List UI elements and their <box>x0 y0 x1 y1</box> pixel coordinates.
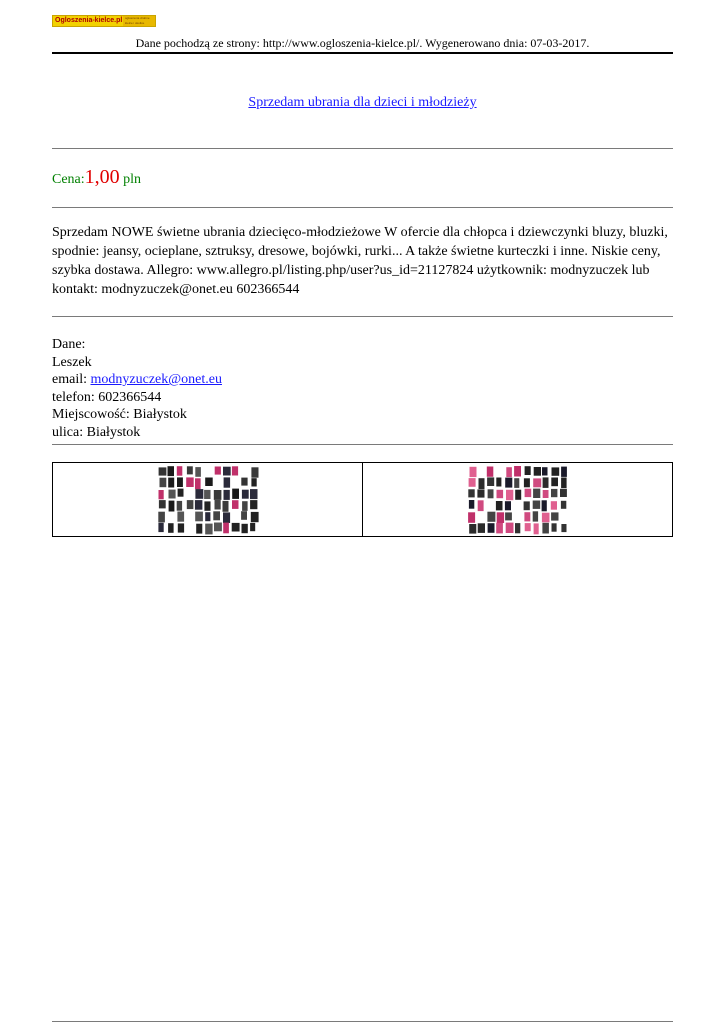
contact-details <box>52 336 222 441</box>
site-logo <box>52 15 156 27</box>
logo-text: Ogloszenia-kielce.pl <box>55 17 123 24</box>
phone-value: 602366544 <box>98 389 162 405</box>
listing-title-link[interactable]: Sprzedam ubrania dla dzieci i młodzieży <box>248 95 477 110</box>
divider <box>52 316 673 317</box>
divider <box>52 148 673 149</box>
price <box>52 166 141 189</box>
listing-description: Sprzedam NOWE świetne ubrania dziecięco-młodzieżowe W ofercie dla chłopca i dziewczynki bluzy, bluzki, spodnie: jeansy, ocieplane, sztruksy, dresowe, bojówki, rurki... A także świetne kurteczki i inne. Niskie ceny, szybka dostawa. Allegro: www.allegro.pl/listing.php/user?us_id=21127824 użytkownik: modnyzuczek lub kontakt: modnyzuczek@onet.eu 602366544 <box>52 225 668 297</box>
divider <box>52 444 673 445</box>
contact-email-row <box>52 371 222 389</box>
image-gallery <box>52 462 673 537</box>
price-label: Cena: <box>52 172 85 187</box>
email-link[interactable]: modnyzuczek@onet.eu <box>90 372 222 387</box>
source-line: Dane pochodzą ze strony: http://www.ogloszenia-kielce.pl/. Wygenerowano dnia: 07-03-2017. <box>135 36 590 50</box>
email-label: email: <box>52 372 87 387</box>
footer-divider <box>52 1021 673 1022</box>
product-photo-1[interactable] <box>156 465 260 535</box>
contact-street-row <box>52 424 222 442</box>
street-value: Białystok <box>86 424 141 440</box>
contact-name: Leszek <box>52 354 92 370</box>
city-value: Białystok <box>133 407 187 422</box>
logo-subtext: ogłoszenia drobne kielce i okolice <box>123 16 155 26</box>
product-photo-2[interactable] <box>466 465 570 535</box>
contact-phone-row <box>52 389 222 407</box>
price-currency: pln <box>123 172 142 187</box>
contact-heading: Dane: <box>52 337 86 352</box>
phone-label: telefon: <box>52 389 95 405</box>
divider <box>52 207 673 208</box>
street-label: ulica: <box>52 424 84 440</box>
header-divider <box>52 52 673 54</box>
contact-city-row <box>52 406 222 424</box>
price-value: 1,00 <box>84 166 120 188</box>
gallery-cell <box>53 463 362 536</box>
gallery-cell <box>362 463 672 536</box>
listing-title <box>52 95 673 111</box>
city-label: Miejscowość: <box>52 407 130 422</box>
